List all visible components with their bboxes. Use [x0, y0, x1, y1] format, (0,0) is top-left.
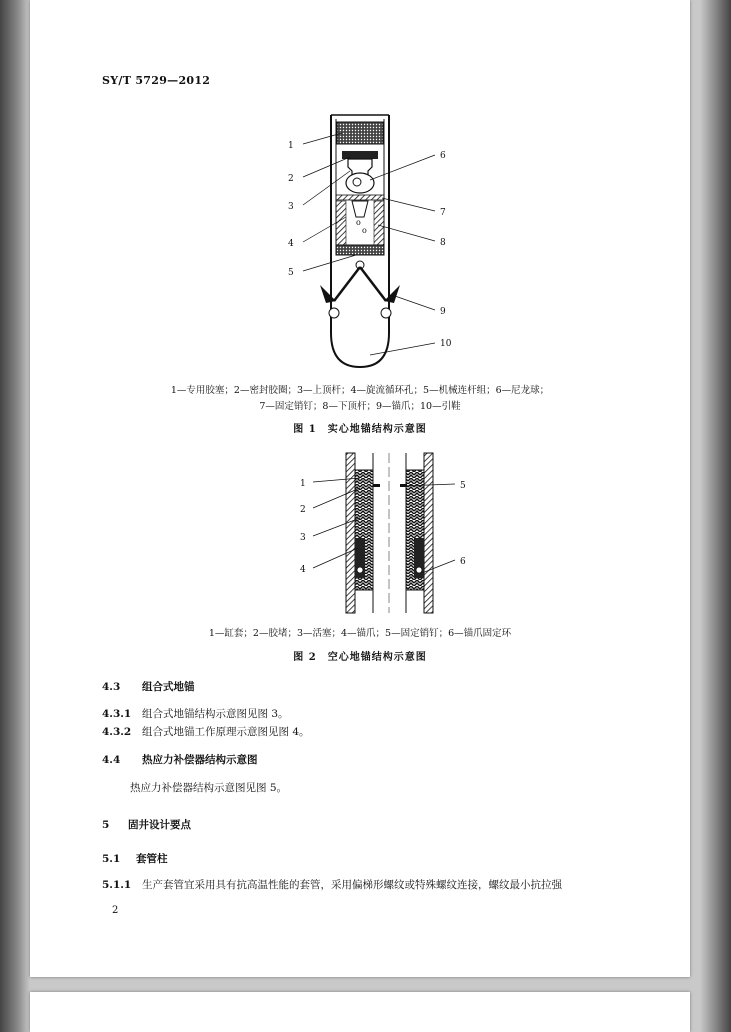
section-5-1: [102, 851, 168, 866]
fig2-callout-2: 2: [300, 505, 306, 515]
section-5-1-1-number: 5.1.1: [102, 879, 132, 891]
fig1-callout-7: 7: [440, 208, 446, 218]
fig1-callout-5: 5: [288, 268, 294, 278]
section-4-3-1-number: 4.3.1: [102, 708, 132, 720]
fig2-callout-6: 6: [460, 557, 466, 567]
fig1-callout-4: 4: [288, 239, 294, 249]
fig2-callout-4: 4: [300, 565, 306, 575]
figure-1-diagram: [30, 105, 690, 375]
section-4-3-number: 4.3: [102, 681, 121, 693]
section-4-4-paragraph: 热应力补偿器结构示意图见图 5。: [130, 782, 288, 794]
section-4-3-1-text: 组合式地锚结构示意图见图 3。: [142, 708, 289, 720]
figure-1-legend-line-1: 1—专用胶塞；2—密封胶圈；3—上顶杆；4—旋流循环孔；5—机械连杆组；6—尼龙球；: [170, 385, 550, 396]
fig1-callout-3: 3: [288, 202, 294, 212]
section-5-1-title: 套管柱: [136, 853, 168, 865]
section-5-1-number: 5.1: [102, 853, 121, 865]
next-page-edge: [30, 992, 690, 1032]
section-4-3-title: 组合式地锚: [142, 681, 195, 693]
section-5-title: 固井设计要点: [128, 819, 191, 831]
section-5-number: 5: [102, 819, 110, 831]
section-4-3-2-text: 组合式地锚工作原理示意图见图 4。: [142, 726, 310, 738]
section-4-4: [102, 752, 258, 767]
section-4-4-title: 热应力补偿器结构示意图: [142, 754, 258, 766]
section-5-1-1-text: 生产套管宜采用具有抗高温性能的套管，采用偏梯形螺纹或特殊螺纹连接，螺纹最小抗拉强: [142, 879, 562, 891]
figure-2-legend: 1—缸套；2—胶堵；3—活塞；4—锚爪；5—固定销钉；6—锚爪固定环: [208, 628, 512, 639]
document-page: [30, 0, 690, 977]
fig1-callout-9: 9: [440, 307, 446, 317]
fig1-callout-10: 10: [440, 339, 452, 349]
section-5-1-1: [102, 877, 562, 892]
page-number: 2: [112, 905, 119, 916]
section-4-4-number: 4.4: [102, 754, 121, 766]
fig2-callout-3: 3: [300, 533, 306, 543]
figure-1-legend-line-2: 7—固定销钉；8—下顶杆；9—锚爪；10—引鞋: [259, 401, 461, 412]
fig1-callout-1: 1: [288, 141, 294, 151]
figure-2-diagram: [30, 448, 690, 618]
figure-1-legend: [30, 383, 690, 415]
section-4-3-2-number: 4.3.2: [102, 726, 132, 738]
svg-text:o: o: [362, 226, 367, 235]
figure-2-caption: 图 2 空心地锚结构示意图: [293, 652, 427, 663]
fig1-callout-6: 6: [440, 151, 446, 161]
section-4-3-1: [102, 706, 289, 721]
fig2-callout-1: 1: [300, 479, 306, 489]
section-5: [102, 817, 191, 832]
fig1-callout-2: 2: [288, 174, 294, 184]
section-4-3: [102, 679, 195, 694]
fig1-callout-8: 8: [440, 238, 446, 248]
section-4-3-2: [102, 724, 310, 739]
svg-text:o: o: [356, 218, 361, 227]
fig2-callout-5: 5: [460, 481, 466, 491]
figure-1-caption: 图 1 实心地锚结构示意图: [293, 424, 427, 435]
document-code: SY/T 5729—2012: [102, 74, 211, 87]
